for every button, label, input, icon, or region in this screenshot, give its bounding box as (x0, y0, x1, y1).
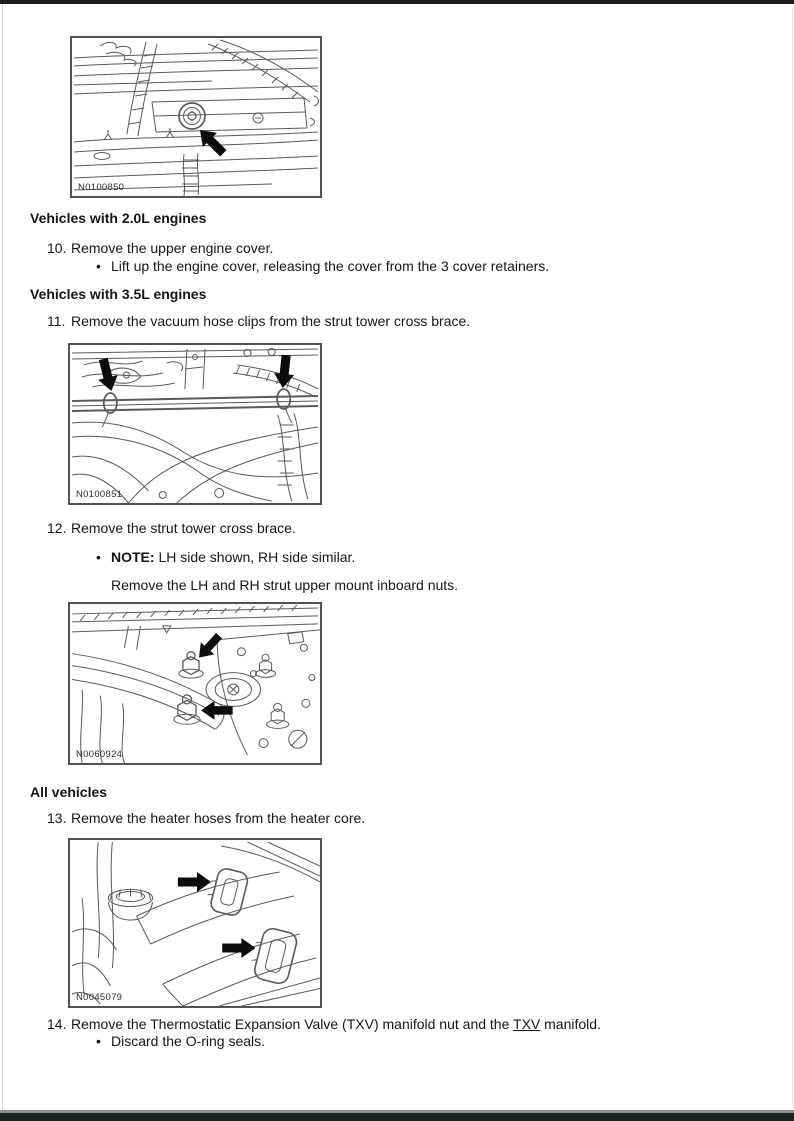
figure-label: N0060924 (76, 749, 123, 760)
step-number: 12. (47, 520, 67, 536)
step-text: Remove the upper engine cover. (71, 240, 274, 256)
step-text: Remove the heater hoses from the heater core. (71, 810, 366, 826)
page-right-border (792, 4, 793, 1110)
step-12 (47, 520, 296, 536)
step-10 (47, 240, 273, 256)
arrow-icon (201, 701, 233, 720)
figure-label: N0100851 (76, 489, 123, 500)
cross-brace-line-art (70, 345, 320, 503)
figure-strut-mount-nuts (68, 602, 322, 765)
arrow-icon (222, 938, 255, 958)
viewer-top-edge (0, 0, 794, 4)
figure-heater-hose-clamps (68, 838, 322, 1008)
heater-hose-line-art (70, 840, 320, 1006)
section-heading-3-5l: Vehicles with 3.5L engines (30, 286, 207, 302)
section-heading-all-vehicles: All vehicles (30, 784, 108, 800)
bullet-icon: • (96, 1033, 101, 1049)
step-14-bullet (96, 1033, 265, 1049)
figure-engine-cover-retainer (70, 36, 322, 198)
page-left-border (2, 4, 3, 1110)
note-label: NOTE: (111, 549, 155, 565)
step-number: 14. (47, 1016, 67, 1032)
step-text-after: manifold. (540, 1016, 601, 1032)
strut-mount-line-art (70, 604, 320, 763)
viewer-bottom-edge (0, 1113, 794, 1121)
note-text: LH side shown, RH side similar. (154, 549, 356, 565)
step-11 (47, 313, 470, 329)
step-text: Remove the Thermostatic Expansion Valve (TXV) manifold nut and the (71, 1016, 514, 1032)
step-12-subtext: Remove the LH and RH strut upper mount inboard nuts. (111, 577, 459, 593)
step-10-bullet (96, 258, 549, 274)
step-12-note (96, 549, 355, 565)
section-heading-2-0l: Vehicles with 2.0L engines (30, 210, 207, 226)
step-14 (47, 1016, 601, 1032)
step-text: Remove the vacuum hose clips from the strut tower cross brace. (71, 313, 471, 329)
txv-link[interactable]: TXV (513, 1016, 541, 1032)
line-art (74, 40, 319, 196)
engine-bay-line-art (72, 38, 320, 196)
step-text: Remove the strut tower cross brace. (71, 520, 296, 536)
figure-label: N0045079 (76, 992, 123, 1003)
step-number: 13. (47, 810, 67, 826)
arrow-icon (192, 630, 226, 664)
bullet-icon: • (96, 258, 101, 274)
step-number: 11. (47, 313, 66, 329)
bullet-icon: • (96, 549, 101, 565)
figure-strut-brace-clips (68, 343, 322, 505)
arrow-icon (193, 123, 230, 160)
bullet-text: Lift up the engine cover, releasing the cover from the 3 cover retainers. (111, 258, 550, 274)
line-art (72, 605, 320, 763)
step-number: 10. (47, 240, 67, 256)
bullet-text: Discard the O-ring seals. (111, 1033, 266, 1049)
step-13 (47, 810, 365, 826)
figure-label: N0100850 (78, 182, 125, 193)
line-art (72, 842, 320, 1006)
